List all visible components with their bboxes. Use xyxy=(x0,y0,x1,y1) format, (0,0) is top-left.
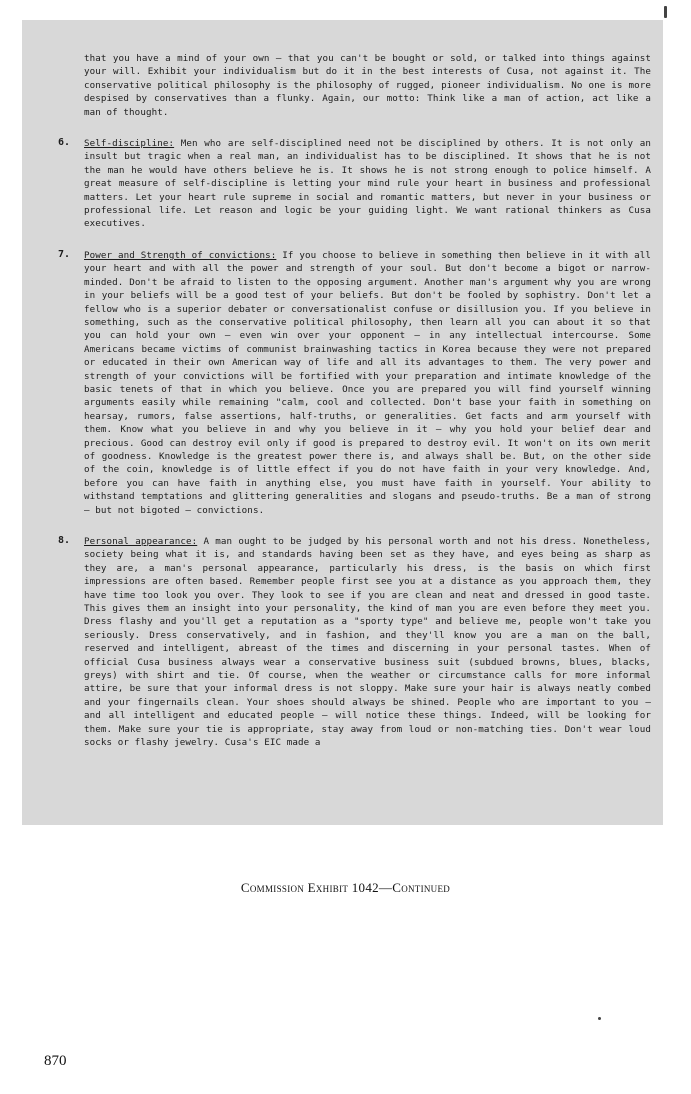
section-text: Men who are self-disciplined need not be disciplined by others. It is not only an insult but tragic when a real man, an individualist has to be disciplined. It shows that he is not the man he would have others believe he is. It shows he is not strong enough to police himself. A great measure of self-discipline is letting your mind rule your heart in business and professional matters. Let your heart rule supreme in social and romantic matters, but never in your business or professional life. Let reason and logic be your guiding light. We want rational thinkers as Cusa executives. xyxy=(84,138,651,230)
scan-speck xyxy=(664,6,667,18)
section-text: If you choose to believe in something then believe in it with all your heart and with all the power and strength of your soul. But don't become a bigot or narrow-minded. Don't be afraid to listen to the opposing argument. Another man's argument why you are wrong in your beliefs will be a good test of your beliefs. But don't be fooled by sophistry. Don't let a fellow who is a superior debater or conversationalist confuse or disillusion you. If you believe in something, such as the conservative political philosophy, then learn all you can about it so that you can hold your own — even win over your opponent — in any intellectual intercourse. Some Americans became victims of communist brainwashing tactics in Korea because they were not prepared or educated in their own American way of life and all its advantages to them. The very power and strength of your convictions will be fortified with your preparation and intimate knowledge of the basic tenets of that in which you believe. Once you are prepared you will find yourself winning arguments easily while remaining "calm, cool and collected. Don't base your faith in something on hearsay, rumors, false assertions, half-truths, or generalities. Get facts and arm yourself with them. Know what you believe in and why you believe in it — why you hold your belief dear and precious. Good can destroy evil only if good is prepared to destroy evil. It won't on its own merit of goodness. Knowledge is the greatest power there is, and always shall be. But, on the other side of the coin, knowledge is of little effect if you do not have faith in your very knowledge. And, before you can have faith in anything else, you must have faith in yourself. Your ability to withstand temptations and glittering generalities and slogans and pseudo-truths. Be a man of strong — but not bigoted — convictions. xyxy=(84,249,651,516)
page-number: 870 xyxy=(44,1053,67,1069)
section-body xyxy=(84,249,651,517)
section-number: 8. xyxy=(58,535,71,546)
scanned-typescript-page xyxy=(22,20,663,825)
section-heading: Self-discipline: xyxy=(84,138,175,150)
section-number: 7. xyxy=(58,248,71,260)
exhibit-caption: Commission Exhibit 1042—Continued xyxy=(240,880,451,895)
section-heading: Power and Strength of convictions: xyxy=(84,249,277,261)
section-personal-appearance xyxy=(38,535,651,750)
section-text: A man ought to be judged by his personal worth and not his dress. Nonetheless, society being what it is, and standards having been set as they have, and eyes being as sharp as they are, a man's personal appearance, particularly his dress, is the basis on which first impressions are often based. Remember people first see you at a distance as you approach them, they have time too look you over. They look to see if you are clean and neat and dressed in good taste. This gives them an insight into your personality, the kind of man you are even before they meet you. Dress flashy and you'll get a reputation as a "sporty type" and believe me, people won't take you seriously. Dress conservatively, and in fashion, and they'll know you are a man on the ball, reserved and intelligent, abreast of the times and discerning in your personal tastes. When of official Cusa business always wear a conservative business suit (subdued browns, blues, blacks, greys) with shirt and tie. Of course, when the weather or circumstance calls for more informal attire, be sure that your informal dress is not sloppy. Make sure your hair is always neatly combed and your fingernails clean. Your shoes should always be shined. People who are important to you — and all intelligent and educated people — will notice these things. Indeed, will be looking for them. Make sure your tie is appropriate, stay away from loud or non-matching ties. Don't wear loud socks or flashy jewelry. Cusa's EIC made a xyxy=(84,536,651,749)
section-body xyxy=(84,137,651,231)
lead-paragraph: that you have a mind of your own — that you can't be bought or sold, or talked into things against your will. Exhibit your individualism but do it in the best interests of Cusa, not against it. The conservative political philosophy is the philosophy of rugged, pioneer individualism. No one is more despised by conservatives than a flunky. Again, our motto: Think like a man of action, act like a man of thought. xyxy=(84,53,651,118)
section-self-discipline xyxy=(38,137,651,231)
section-heading: Personal appearance: xyxy=(84,536,198,547)
scan-speck xyxy=(598,1017,601,1020)
section-number: 6. xyxy=(58,137,71,149)
section-body xyxy=(84,535,651,750)
section-power-strength-convictions xyxy=(38,249,651,517)
